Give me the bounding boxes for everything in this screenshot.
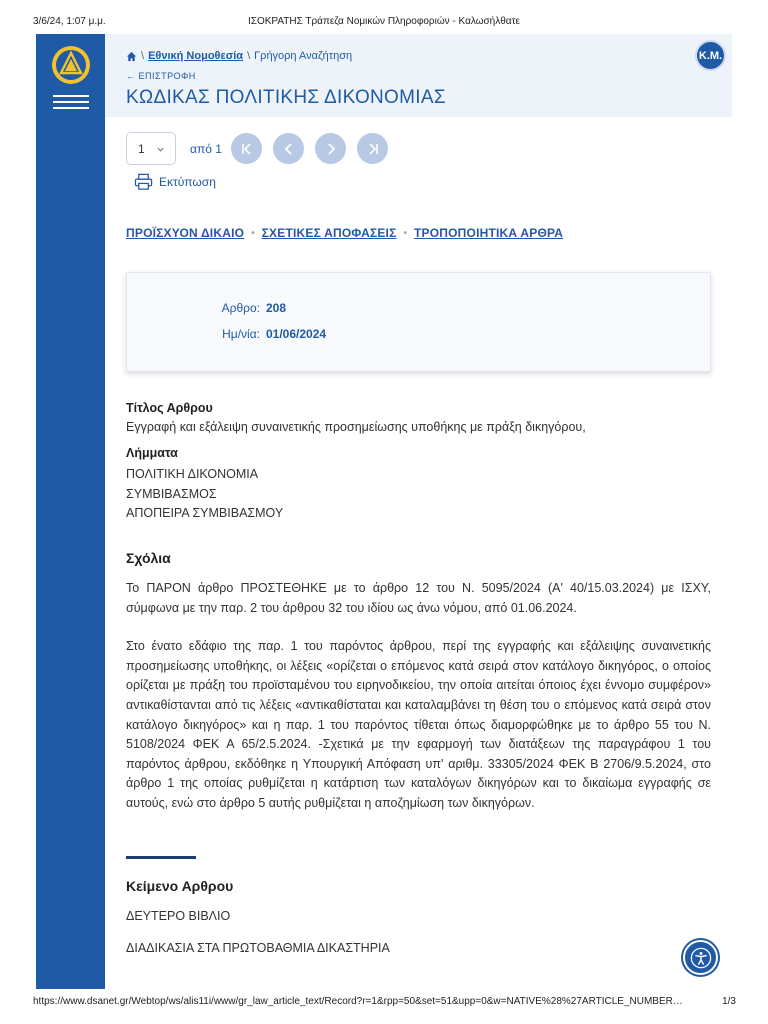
article-text-line: ΔΕΥΤΕΡΟ ΒΙΒΛΙΟ (126, 909, 231, 923)
article-title-heading: Τίτλος Αρθρου (126, 401, 213, 415)
last-page-button[interactable] (357, 133, 388, 164)
print-url: https://www.dsanet.gr/Webtop/ws/alis11i/www/gr_law_article_text/Record?r=1&rpp=50&set=51&upp=0&w=NATIVE%28%27ARTICLE_NUMBER… (33, 996, 683, 1007)
article-date-label: Ημ/νία: (222, 327, 260, 341)
first-page-button[interactable] (231, 133, 262, 164)
section-divider (126, 856, 196, 859)
page-select[interactable] (126, 132, 176, 165)
header-bar (105, 34, 732, 117)
article-date-value: 01/06/2024 (266, 327, 327, 341)
print-page-number: 1/3 (722, 996, 736, 1007)
link-related-decisions[interactable]: ΣΧΕΤΙΚΕΣ ΑΠΟΦΑΣΕΙΣ (261, 226, 397, 240)
link-prior-law[interactable]: ΠΡΟΪΣΧΥΟΝ ΔΙΚΑΙΟ (126, 226, 245, 240)
lemma-item: ΣΥΜΒΙΒΑΣΜΟΣ (126, 486, 217, 501)
page-title: ΚΩΔΙΚΑΣ ΠΟΛΙΤΙΚΗΣ ΔΙΚΟΝΟΜΙΑΣ (126, 87, 446, 108)
comments-heading: Σχόλια (126, 550, 171, 566)
comment-paragraph: Το ΠΑΡΟΝ άρθρο ΠΡΟΣΤΕΘΗΚΕ με το άρθρο 12 του Ν. 5095/2024 (Α' 40/15.03.2024) με ΙΣΧΥ, σύμφωνα με την παρ. 2 του άρθρου 32 του ιδίου ως άνω νόμου, από 01.06.2024. (126, 581, 711, 615)
breadcrumb-separator: \ (141, 50, 145, 62)
page-count-label: από 1 (190, 142, 222, 156)
link-separator: • (403, 227, 408, 239)
hamburger-menu-icon[interactable] (53, 95, 89, 109)
prev-page-icon (281, 141, 297, 157)
first-page-icon (239, 141, 255, 157)
print-footer (0, 994, 768, 1010)
print-page-title: ΙΣΟΚΡΑΤΗΣ Τράπεζα Νομικών Πληροφοριών - Καλωσήλθατε (248, 16, 520, 27)
article-number-value: 208 (266, 301, 287, 315)
lemmas-section (126, 446, 711, 524)
lemma-item: ΑΠΟΠΕΙΡΑ ΣΥΜΒΙΒΑΣΜΟΥ (126, 506, 284, 521)
print-button[interactable] (134, 173, 216, 191)
lemmas-heading: Λήμματα (126, 446, 178, 460)
link-amending-articles[interactable]: ΤΡΟΠΟΠΟΙΗΤΙΚΑ ΑΡΘΡΑ (414, 226, 564, 240)
link-separator: • (251, 227, 255, 239)
breadcrumb-quick-search: Γρήγορη Αναζήτηση (254, 50, 353, 62)
comments-section (126, 550, 711, 814)
breadcrumb-national-legislation[interactable]: Εθνική Νομοθεσία (148, 50, 244, 62)
next-page-button[interactable] (315, 133, 346, 164)
last-page-icon (365, 141, 381, 157)
back-link[interactable]: ← ΕΠΙΣΤΡΟΦΗ (126, 71, 196, 81)
sidebar (36, 34, 105, 989)
prev-page-button[interactable] (273, 133, 304, 164)
logo-emblem-icon[interactable] (50, 44, 92, 86)
article-title-text: Εγγραφή και εξάλειψη συναινετικής προσημείωσης υποθήκης με πράξη δικηγόρου, (126, 420, 586, 434)
breadcrumb (126, 50, 352, 62)
article-text-line: ΔΙΑΔΙΚΑΣΙΑ ΣΤΑ ΠΡΩΤΟΒΑΘΜΙΑ ΔΙΚΑΣΤΗΡΙΑ (126, 941, 390, 955)
print-header (0, 14, 768, 30)
related-links (126, 226, 563, 240)
accessibility-button[interactable] (683, 940, 718, 975)
article-info-card (126, 272, 711, 372)
user-avatar[interactable]: Κ.Μ. (697, 42, 724, 69)
page-select-value: 1 (138, 141, 145, 156)
article-number-label: Αρθρο: (221, 301, 260, 315)
accessibility-icon (690, 947, 712, 969)
lemma-item: ΠΟΛΙΤΙΚΗ ΔΙΚΟΝΟΜΙΑ (126, 467, 259, 481)
next-page-icon (323, 141, 339, 157)
article-title-section (126, 401, 711, 434)
article-text-heading: Κείμενο Αρθρου (126, 878, 234, 894)
print-datetime: 3/6/24, 1:07 μ.μ. (33, 16, 106, 27)
article-text-section (126, 878, 711, 955)
chevron-down-icon (156, 143, 165, 152)
printer-icon (134, 173, 153, 191)
comment-paragraph: Στο ένατο εδάφιο της παρ. 1 του παρόντος άρθρου, περί της εγγραφής και εξάλειψης συναινετικής προσημείωσης υποθήκης, οι λέξεις «ορίζεται ο επόμενος κατά σειρά στον κατάλογο δικηγόρος, ο οποίος ορίζεται με πράξη του προϊσταμένου του ειρηνοδικείου, την οποία αιτείται όποιος έχει έννομο συμφέρον» αντικαθίστανται από τις λέξεις «αντικαθίσταται και καταλαμβάνει τη θέση του ο επόμενος κατά σειρά στον κατάλογο δικηγόρος» και η παρ. 1 του παρόντος τίθεται όπως διαμορφώθηκε με το άρθρο 55 του Ν. 5108/2024 ΦΕΚ Α 65/2.5.2024. -Σχετικά με την εφαρμογή των διατάξεων της παραγράφου 1 του παρόντος άρθρου, εκδόθηκε η Υπουργική Απόφαση υπ' αριθμ. 33305/2024 ΦΕΚ Β 2706/9.5.2024, στο άρθρο 1 της οποίας ρυθμίζεται η κατάρτιση των καταλόγων δικηγόρων και το δικαίωμα εγγραφής σε αυτούς, ενώ στο άρθρο 5 αυτής ρυθμίζεται η αποζημίωση των δικηγόρων. (126, 639, 711, 810)
breadcrumb-separator: \ (247, 50, 251, 62)
home-icon[interactable] (126, 51, 137, 62)
print-label: Εκτύπωση (159, 175, 216, 189)
